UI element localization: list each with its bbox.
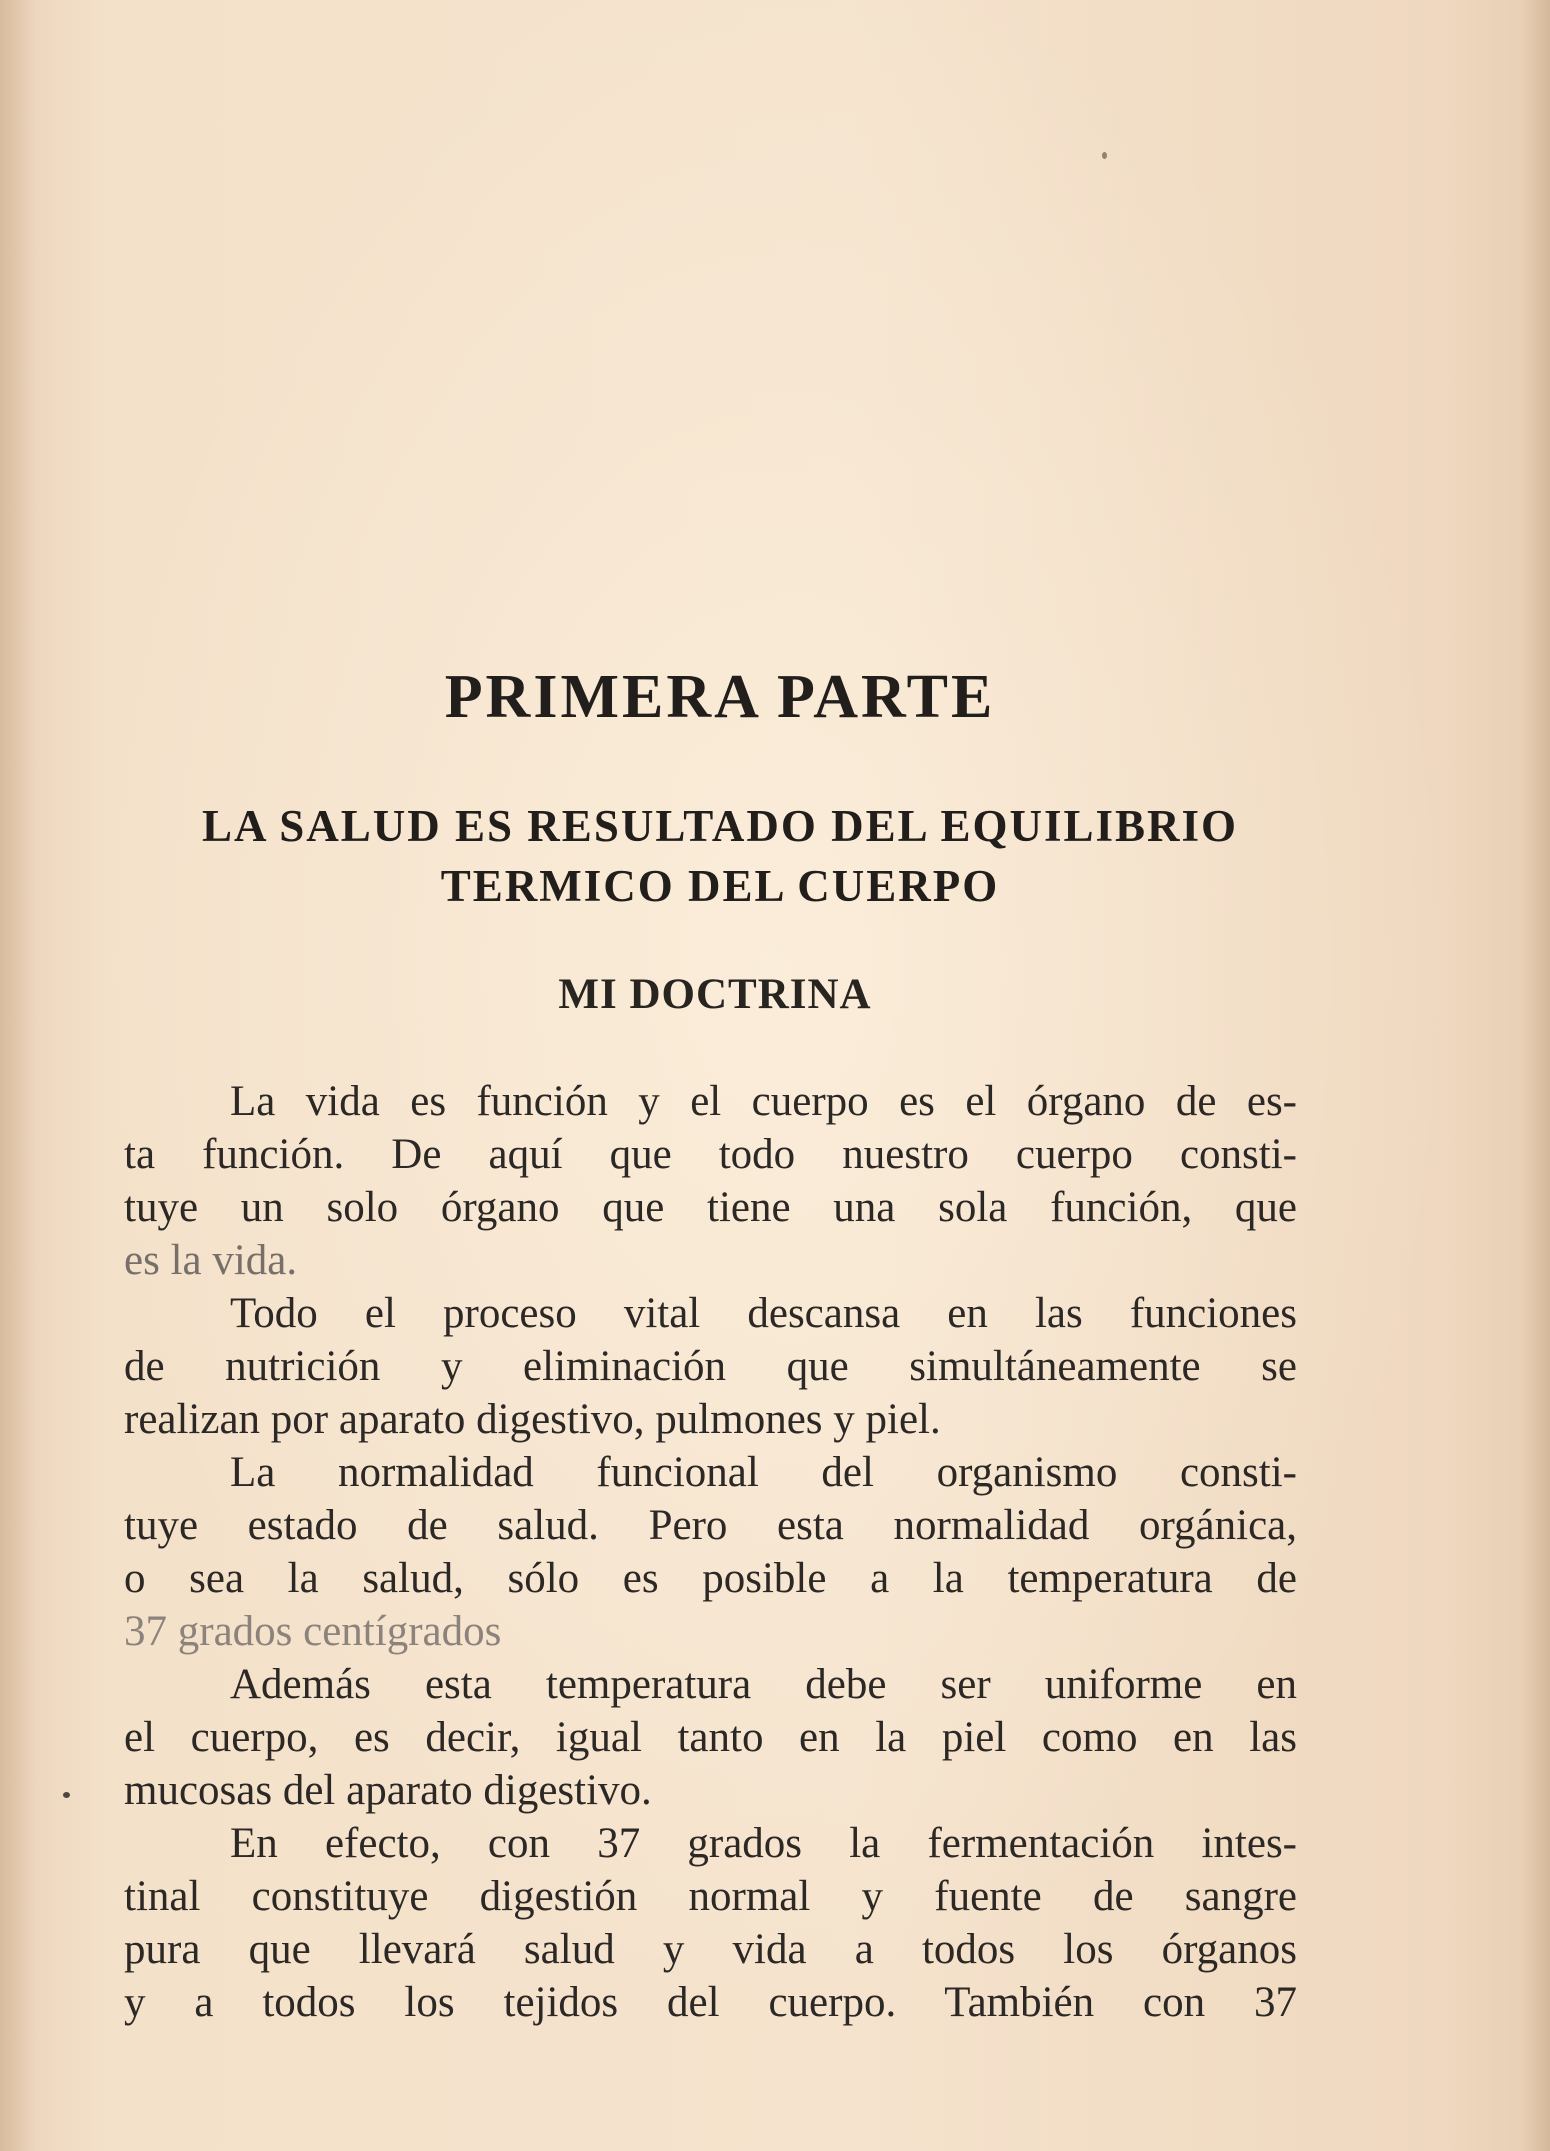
text-line: realizan por aparato digestivo, pulmones y piel. (124, 1396, 941, 1443)
text-line: de nutrición y eliminación que simultáneamente se (124, 1343, 1297, 1390)
text-line: el cuerpo, es decir, igual tanto en la piel como en las (124, 1714, 1297, 1761)
body-text (124, 1075, 1297, 2029)
text-line: o sea la salud, sólo es posible a la temperatura de (124, 1555, 1297, 1602)
text-line: La vida es función y el cuerpo es el órgano de es- (230, 1078, 1297, 1125)
section-title-line: TERMICO DEL CUERPO (440, 861, 1000, 911)
chapter-title: MI DOCTRINA (558, 971, 872, 1018)
section-title-line: LA SALUD ES RESULTADO DEL EQUILIBRIO (201, 801, 1239, 851)
text-line: y a todos los tejidos del cuerpo. También con 37 (124, 1979, 1297, 2026)
paragraph (124, 1817, 1297, 2029)
part-title: PRIMERA PARTE (444, 663, 996, 731)
text-line: Todo el proceso vital descansa en las funciones (230, 1290, 1297, 1337)
paragraph (124, 1075, 1297, 1287)
text-line: tuye un solo órgano que tiene una sola función, que (124, 1184, 1297, 1231)
text-line: La normalidad funcional del organismo consti- (230, 1449, 1297, 1496)
text-line: tuye estado de salud. Pero esta normalidad orgánica, (124, 1502, 1297, 1549)
text-line: En efecto, con 37 grados la fermentación intes- (230, 1820, 1297, 1867)
page-edge-shadow (1522, 0, 1550, 2151)
text-line: tinal constituye digestión normal y fuente de sangre (124, 1873, 1297, 1920)
section-title (0, 796, 1440, 916)
paragraph (124, 1446, 1297, 1658)
text-line: ta función. De aquí que todo nuestro cuerpo consti- (124, 1131, 1297, 1178)
text-line: mucosas del aparato digestivo. (124, 1767, 652, 1814)
text-line: 37 grados centígrados (124, 1608, 502, 1655)
text-line: Además esta temperatura debe ser uniforme en (230, 1661, 1297, 1708)
text-line: es la vida. (124, 1237, 298, 1284)
page-gutter-shadow (0, 0, 36, 2151)
ink-speck (1102, 152, 1107, 159)
paragraph (124, 1287, 1297, 1446)
ink-speck (63, 1792, 70, 1798)
paragraph (124, 1658, 1297, 1817)
text-line: pura que llevará salud y vida a todos los órganos (124, 1926, 1297, 1973)
